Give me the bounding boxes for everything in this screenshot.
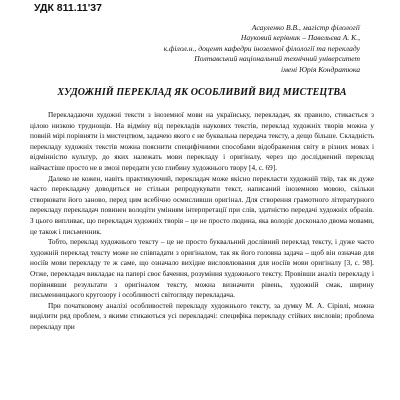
udc-code: УДК 811.11'37 xyxy=(34,2,102,14)
paragraph: Тобто, переклад художнього тексту – це не просто буквальний дослівний переклад тексту, і дуже часто художній переклад тексту може не співпадати з оригіналом, так як його головна задача – щоб він означав для носіїв мови перекладу те ж саме, що означало вихідне висловлювання для носіїв мови оригіналу [3, с. 98]. Отже, перекладач викладає на папері своє бачення, розуміння художнього тексту. Провівши аналіз перекладу і порівнявши результати з оригіналом тексту, можна визначити рівень, художній смак, ширину письменницького кругозору і особливості світогляду перекладача. xyxy=(30,238,374,300)
paragraph: Перекладаючи художні тексти з іноземної мови на українську, перекладач, як правило, стикається з цілою низкою труднощів. На відміну від перекладів наукових текстів, переклад художніх творів можна у повній мірі порівняти із мистецтвом, задачею якого є не буквальна передача тексту, а дещо більше. Складність перекладу художніх текстів можна пояснити специфічними способами відображення світу в різних мовах і відмінністю культур, до яких належать мови перекладу і оригіналу, через що досліджений переклад найчастіше просто не в змозі передати усю глибину художнього твору [4, с. 69]. xyxy=(30,111,374,172)
university-name: Полтавський національний технічний університет xyxy=(194,54,360,64)
supervisor-position: к.філол.н., доцент кафедри іноземної філології та перекладу xyxy=(163,43,360,53)
university-name-cont: імені Юрія Кондратюка xyxy=(280,64,360,74)
article-title: ХУДОЖНІЙ ПЕРЕКЛАД ЯК ОСОБЛИВИЙ ВИД МИСТЕЦТВА xyxy=(57,87,347,99)
author-name: Асауленко В.В., магістр філології xyxy=(251,23,360,32)
author-block xyxy=(30,23,360,75)
supervisor-name: Науковий керівник – Павельєва А. К., xyxy=(240,33,360,43)
paragraph: При початковому аналізі особливостей перекладу художнього тексту, за думку М. А. Сірівлі, можна виділити ряд проблем, з якими стикаються усі перекладачі: специфіка перекладу стійких висловів; проблема перекладу при xyxy=(30,301,374,331)
article-body xyxy=(30,110,374,332)
paragraph: Далеко не кожен, навіть практикуючий, перекладач може якісно перекласти художній твір, так як дуже часто перекладачу доводиться не стільки репродукувати текст, написаний іноземною мовою, скільки створювати його заново, перед цим всебічно осмисливши оригінал. Для створення грамотного літературного перекладу перекладач повинен володіти умінням інтерпретації при слів, здатністю передачі художніх образів. З цього випливає, що перекладач художніх творів – це не просто людина, яка володіє досконало двома мовами, це також і письменник. xyxy=(30,174,374,236)
